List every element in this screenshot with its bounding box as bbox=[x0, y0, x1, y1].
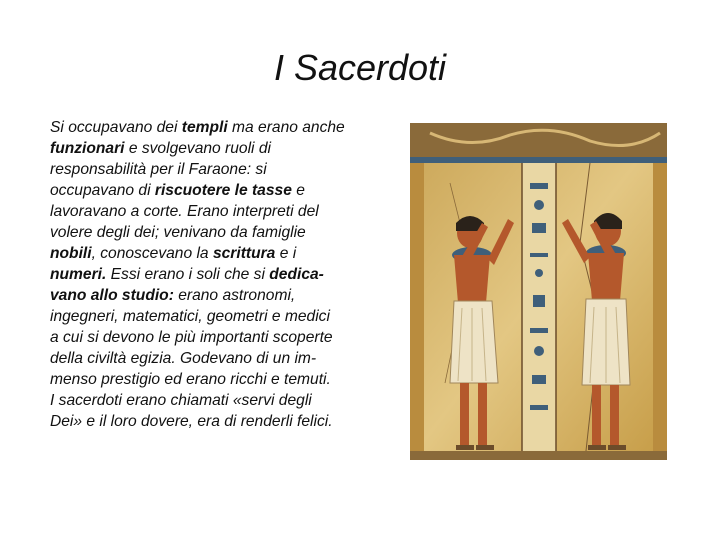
text-segment: Si occupavano dei bbox=[50, 119, 182, 136]
text-line bbox=[50, 222, 392, 243]
slide-title: I Sacerdoti bbox=[273, 47, 447, 88]
bold-term: funzionari bbox=[50, 140, 125, 157]
text-segment: ingegneri, matematici, geometri e medici bbox=[50, 308, 330, 325]
text-segment: a cui si devono le più importanti scoperte bbox=[50, 329, 333, 346]
text-segment: e svolgevano ruoli di bbox=[124, 140, 271, 157]
text-segment: occupavano di bbox=[50, 182, 155, 199]
text-line bbox=[50, 117, 392, 138]
text-line bbox=[50, 390, 392, 411]
text-line bbox=[50, 285, 392, 306]
bold-term: scrittura bbox=[212, 245, 276, 262]
text-line bbox=[50, 201, 392, 222]
text-line bbox=[50, 348, 392, 369]
text-segment: erano astronomi, bbox=[173, 287, 296, 304]
body-text bbox=[50, 117, 392, 432]
text-segment: e i bbox=[275, 245, 297, 262]
bold-term: templi bbox=[181, 119, 228, 136]
egyptian-priests-painting-icon bbox=[410, 123, 667, 460]
text-segment: della civiltà egizia. Godevano di un im- bbox=[50, 350, 317, 367]
text-line bbox=[50, 306, 392, 327]
text-segment: responsabilità per il Faraone: si bbox=[50, 161, 267, 178]
text-segment: lavoravano a corte. Erano interpreti del bbox=[50, 203, 319, 220]
text-segment: ma erano anche bbox=[227, 119, 345, 136]
bold-term: nobili bbox=[50, 245, 92, 262]
text-line bbox=[50, 243, 392, 264]
text-segment: I sacerdoti erano chiamati «servi degli bbox=[50, 392, 312, 409]
text-segment: volere degli dei; venivano da famiglie bbox=[50, 224, 306, 241]
bold-term: numeri. bbox=[50, 266, 107, 283]
text-line bbox=[50, 327, 392, 348]
text-segment: Dei» e il loro dovere, era di renderli felici. bbox=[50, 413, 333, 430]
text-segment: , conoscevano la bbox=[91, 245, 213, 262]
bold-term: dedica- bbox=[269, 266, 324, 283]
text-line bbox=[50, 264, 392, 285]
text-line bbox=[50, 369, 392, 390]
text-line bbox=[50, 159, 392, 180]
text-segment: Essi erano i soli che si bbox=[106, 266, 270, 283]
text-line bbox=[50, 138, 392, 159]
bold-term: riscuotere le tasse bbox=[154, 182, 292, 199]
text-segment: menso prestigio ed erano ricchi e temuti. bbox=[50, 371, 331, 388]
text-line bbox=[50, 180, 392, 201]
text-segment: e bbox=[291, 182, 305, 199]
text-line bbox=[50, 411, 392, 432]
bold-term: vano allo studio: bbox=[50, 287, 174, 304]
